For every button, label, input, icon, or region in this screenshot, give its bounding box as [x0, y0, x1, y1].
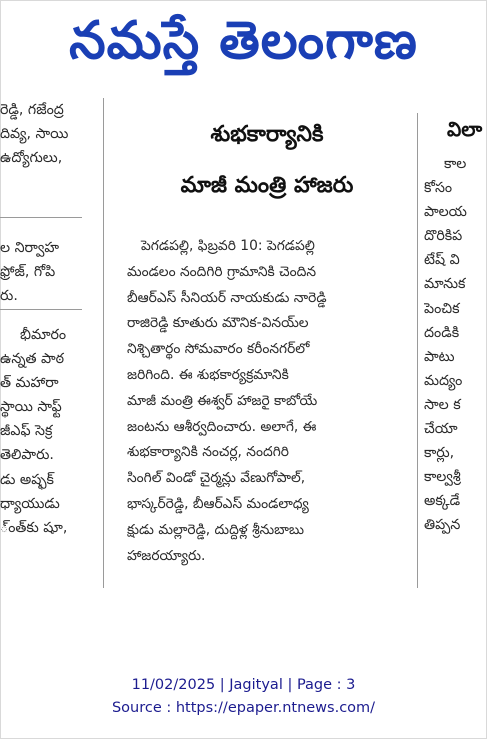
article-headline-line-1: శుభకార్యానికి	[210, 122, 324, 147]
text-line: దొరికిప	[424, 228, 463, 245]
text-line: ఫ్రోజ్, గోపి	[0, 264, 56, 281]
text-line: పెంచిక	[424, 300, 460, 317]
text-line: మానుక	[424, 276, 466, 293]
column-rule-left	[103, 98, 104, 588]
text-line: కార్లు,	[424, 445, 455, 462]
text-line: ధ్యాయుడు	[0, 495, 60, 512]
text-line: జీఎఫ్ సెక్ర	[0, 423, 53, 440]
text-line: తెలిపారు.	[0, 447, 54, 464]
section-rule-2	[0, 309, 82, 310]
text-line: స్థాయి సాఫ్ట్	[0, 399, 62, 416]
text-line: ఉద్యోగులు,	[0, 150, 63, 167]
text-line: అక్కడే	[424, 493, 461, 510]
article-line: రాజిరెడ్డి కూతురు మౌనిక-వినయ్‌ల	[127, 315, 309, 332]
article-line: జరిగింది. ఈ శుభకార్యక్రమానికి	[127, 366, 289, 383]
text-line: కోసం	[424, 180, 453, 197]
text-line: దివ్య, సాయి	[0, 126, 69, 143]
article-line: క్షుడు మల్లారెడ్డి, దుద్దిళ్ల శ్రీనుబాబు	[127, 521, 305, 538]
text-line: ల నిర్వాహ	[0, 240, 59, 256]
text-line: కాల్వశ్రీ	[424, 469, 461, 486]
text-line: డు అష్ఫక్	[0, 471, 54, 488]
article-headline-line-2: మాజీ మంత్రి హాజరు	[180, 173, 354, 198]
text-line: చేయా	[424, 421, 458, 438]
text-line: త్ మహారా	[0, 375, 59, 392]
article-body	[127, 234, 413, 569]
right-column-body	[424, 152, 487, 538]
article-line: నిశ్చితార్థం సోమవారం కరీంనగర్‌లో	[127, 341, 310, 358]
article-line: జంటను ఆశీర్వదించారు. అలాగే, ఈ	[127, 418, 317, 435]
article-line: మాజీ మంత్రి ఈశ్వర్ హాజరై కాబోయే	[127, 392, 318, 409]
text-line: పాలయ	[424, 204, 467, 221]
article-line: మండలం నందిగిరి గ్రామానికి చెందిన	[127, 263, 317, 280]
text-line: మద్యం	[424, 372, 463, 389]
text-line: పాటు	[424, 348, 455, 365]
article-line: హాజరయ్యారు.	[127, 547, 206, 564]
text-line: సాల క	[424, 396, 461, 413]
text-line: రు.	[0, 288, 18, 305]
text-line: ్ంత్‌కు షూ,	[0, 519, 68, 536]
left-column-block-3	[0, 323, 100, 540]
text-line: రెడ్డి, గజేంద్ర	[0, 102, 64, 118]
newspaper-masthead: నమస్తే తెలంగాణ	[69, 11, 418, 71]
text-line: తిప్పన	[424, 517, 461, 534]
text-line: కాల	[444, 156, 467, 172]
article-line: పెగడపల్లి, ఫిబ్రవరి 10: పెగడపల్లి	[141, 238, 315, 254]
footer-date-edition: 11/02/2025 | Jagityal | Page : 3	[131, 677, 356, 693]
left-column-block-2	[0, 236, 100, 308]
article-line: బీఆర్‌ఎస్ సీనియర్ నాయకుడు నారెడ్డి	[127, 289, 327, 306]
column-rule-right	[417, 113, 418, 588]
text-line: దండికి	[424, 324, 460, 341]
text-line: భీమారం	[20, 327, 67, 343]
footer-source-link[interactable]: Source : https://epaper.ntnews.com/	[111, 700, 376, 716]
left-column-block-1	[0, 98, 100, 170]
text-line: టేష్ వి	[424, 252, 460, 269]
article-line: శుభకార్యానికి నంచర్ల, నందగిరి	[127, 444, 289, 461]
right-column-headline: విలా	[447, 117, 483, 141]
text-line: ఉన్నత పాఠ	[0, 351, 65, 368]
article-line: భాస్కర్‌రెడ్డి, బీఆర్‌ఎస్ మండలాధ్య	[127, 495, 309, 512]
section-rule-1	[0, 217, 82, 218]
article-line: సింగిల్ విండో చైర్మన్లు వేణుగోపాల్,	[127, 470, 306, 487]
